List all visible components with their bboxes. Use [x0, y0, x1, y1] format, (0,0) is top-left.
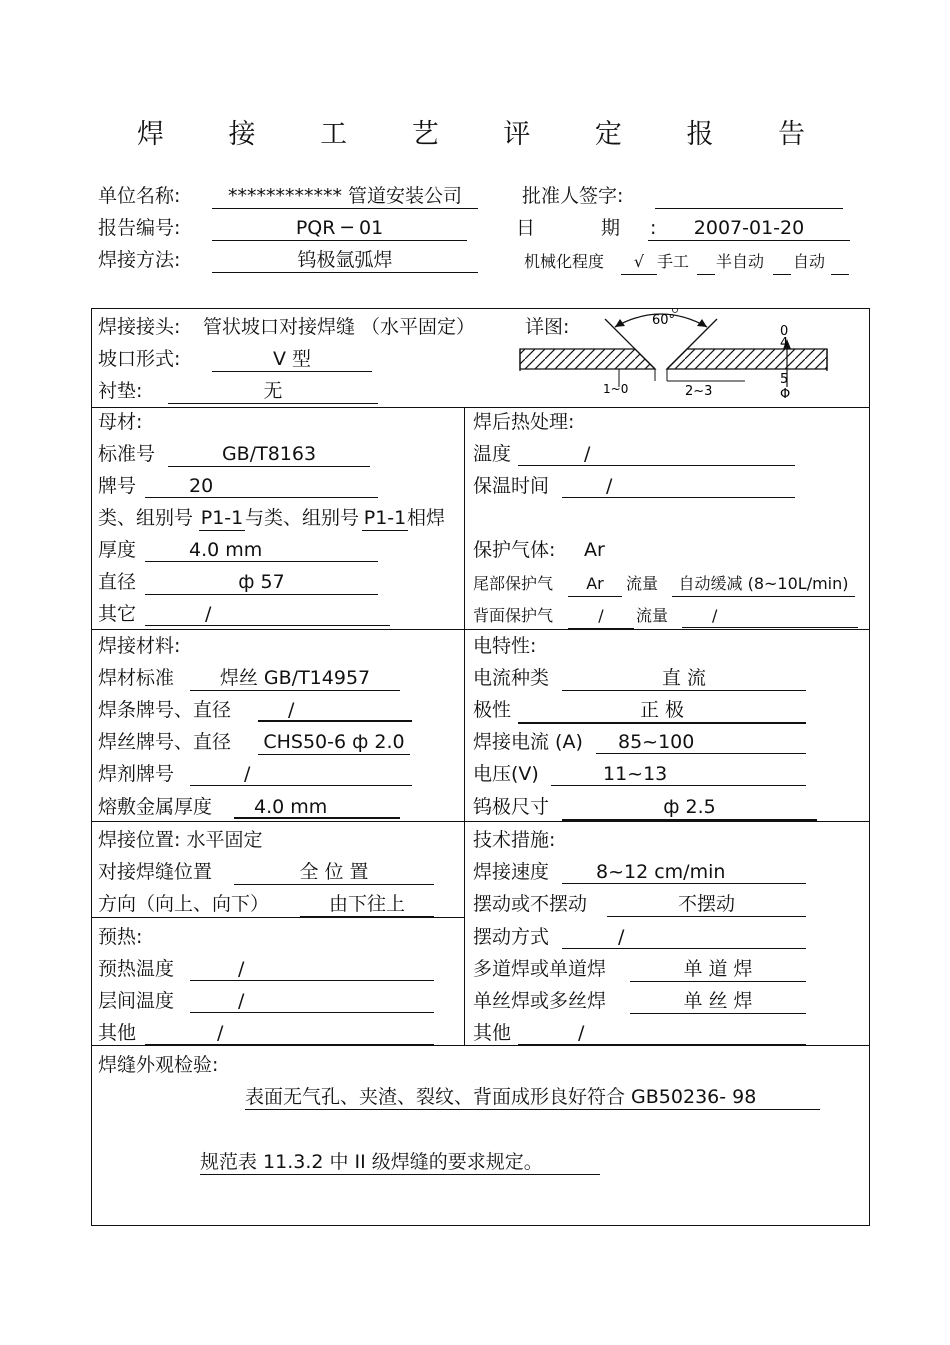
groove-label: 坡口形式: [98, 348, 181, 370]
group-field-a[interactable]: P1-1 [200, 507, 244, 529]
grade-field[interactable]: 20 [145, 474, 378, 498]
standard-label: 标准号 [98, 443, 156, 465]
electrical-heading: 电特性: [473, 635, 537, 657]
base-heading: 母材: [98, 411, 143, 433]
pass-label: 多道焊或单道焊 [473, 958, 607, 980]
date-label: 日 期: [516, 217, 687, 239]
preheat-other-label: 其他 [98, 1022, 137, 1044]
polarity-label: 极性 [473, 699, 512, 721]
trail-label: 尾部保护气 [473, 574, 554, 593]
voltage-field[interactable]: 11~13 [551, 762, 806, 786]
method-label: 焊接方法: [98, 249, 181, 271]
group-text-b: 与类、组别号 [245, 507, 360, 529]
thickness-label: 厚度 [98, 539, 137, 561]
fig-phi: Φ [780, 387, 791, 402]
mech-semi: 半自动 [716, 252, 765, 271]
back-flow-label: 流量 [636, 606, 669, 625]
direction-field[interactable]: 由下往上 [300, 892, 434, 917]
report-title: 焊 接 工 艺 评 定 报 告 [136, 119, 834, 150]
trail-flow-field[interactable]: 自动缓减 (8~10L/min) [672, 572, 855, 597]
butt-field[interactable]: 全 位 置 [234, 860, 434, 885]
mech-semi-mark[interactable] [697, 250, 715, 275]
standard-field[interactable]: GB/T8163 [168, 442, 370, 467]
mech-auto-mark[interactable] [773, 250, 791, 275]
date-field[interactable]: 2007-01-20 [648, 216, 850, 241]
divider [91, 917, 464, 918]
preheat-temp-label: 预热温度 [98, 958, 175, 980]
fig-gap: 2~3 [685, 384, 713, 399]
weave-field[interactable]: 不摆动 [607, 892, 806, 917]
preheat-other-field[interactable]: / [145, 1021, 434, 1045]
deposit-field[interactable]: 4.0 mm [234, 795, 400, 819]
technique-other-label: 其他 [473, 1022, 512, 1044]
diameter-label: 直径 [98, 571, 137, 593]
preheat-heading: 预热: [98, 926, 143, 948]
detail-label: 详图: [525, 316, 570, 338]
weave-method-label: 摆动方式 [473, 926, 550, 948]
group-field-b[interactable]: P1-1 [363, 507, 407, 529]
speed-field[interactable]: 8~12 cm/min [562, 860, 806, 884]
interpass-field[interactable]: / [190, 989, 434, 1013]
fig-thick-mid: 4 [780, 336, 789, 351]
divider [91, 821, 870, 822]
approver-label: 批准人签字: [522, 185, 624, 207]
pwht-temp-label: 温度 [473, 443, 512, 465]
weave-method-field[interactable]: / [562, 925, 806, 949]
position-heading: 焊接位置: 水平固定 [98, 829, 263, 851]
filler-heading: 焊接材料: [98, 635, 181, 657]
trail-field[interactable]: Ar [568, 572, 622, 597]
joint-value: 管状坡口对接焊缝 （水平固定） [203, 316, 476, 338]
group-text-c: 相焊 [407, 507, 446, 529]
filler-std-field[interactable]: 焊丝 GB/T14957 [190, 666, 400, 691]
method-field[interactable]: 钨极氩弧焊 [212, 248, 478, 273]
flux-label: 焊剂牌号 [98, 763, 175, 785]
butt-label: 对接焊缝位置 [98, 861, 213, 883]
pwht-heading: 焊后热处理: [473, 411, 575, 433]
preheat-temp-field[interactable]: / [190, 957, 434, 981]
rod-field[interactable]: / [258, 698, 412, 722]
current-field[interactable]: 85~100 [596, 730, 806, 754]
fig-thick-top: 0 [780, 324, 789, 339]
multiwire-label: 单丝焊或多丝焊 [473, 990, 607, 1012]
flux-field[interactable]: / [190, 762, 412, 786]
wire-field[interactable]: CHS50-6 ф 2.0 [258, 730, 410, 755]
unit-label: 单位名称: [98, 185, 181, 207]
fig-root: 1~0 [603, 382, 629, 396]
hold-field[interactable]: / [562, 474, 795, 498]
diameter-field[interactable]: ф 57 [145, 570, 378, 595]
divider [91, 1045, 870, 1046]
thickness-field[interactable]: 4.0 mm [145, 538, 378, 562]
backing-field[interactable]: 无 [168, 379, 378, 404]
gas-value: Ar [584, 539, 605, 561]
column-divider [464, 407, 465, 1045]
fig-angle: 60° [652, 313, 676, 328]
pass-field[interactable]: 单 道 焊 [630, 957, 806, 982]
inspection-line2: 规范表 11.3.2 中 II 级焊缝的要求规定。 [200, 1150, 600, 1175]
weave-label: 摆动或不摆动 [473, 893, 588, 915]
mech-auto: 自动 [793, 252, 826, 271]
divider [91, 407, 870, 408]
backing-label: 衬垫: [98, 380, 143, 402]
trail-flow-label: 流量 [626, 574, 659, 593]
filler-std-label: 焊材标准 [98, 667, 175, 689]
mech-label: 机械化程度 [524, 252, 605, 271]
unit-field[interactable]: ************ 管道安装公司 [212, 184, 478, 209]
rod-label: 焊条牌号、直径 [98, 699, 232, 721]
fig-thick-low: 5 [780, 372, 789, 387]
back-flow-field[interactable]: / [682, 604, 858, 628]
pwht-temp-field[interactable]: / [518, 442, 795, 466]
inspection-line1: 表面无气孔、夹渣、裂纹、背面成形良好符合 GB50236- 98 [245, 1085, 820, 1110]
polarity-field[interactable]: 正 极 [518, 698, 806, 724]
mech-manual-mark[interactable]: √ [621, 250, 657, 275]
technique-other-field[interactable]: / [518, 1021, 806, 1045]
divider [91, 629, 870, 630]
mech-manual: 手工 [657, 252, 690, 271]
back-label: 背面保护气 [473, 606, 554, 625]
base-other-field[interactable]: / [145, 602, 390, 626]
group-text-a: 类、组别号 [98, 507, 194, 529]
electrode-field[interactable]: ф 2.5 [562, 795, 817, 821]
report-no-field[interactable]: PQR ─ 01 [212, 216, 467, 241]
wire-label: 焊丝牌号、直径 [98, 731, 232, 753]
current-type-label: 电流种类 [473, 667, 550, 689]
groove-field[interactable]: V 型 [212, 347, 372, 372]
mech-auto-end [831, 250, 849, 275]
speed-label: 焊接速度 [473, 861, 550, 883]
direction-label: 方向（向上、向下） [98, 893, 270, 915]
hold-label: 保温时间 [473, 475, 550, 497]
approver-field[interactable] [655, 184, 843, 209]
back-field[interactable]: / [568, 604, 634, 629]
technique-heading: 技术措施: [473, 829, 556, 851]
report-no-label: 报告编号: [98, 217, 181, 239]
joint-label: 焊接接头: [98, 316, 181, 338]
current-label: 焊接电流 (A) [473, 731, 583, 753]
electrode-label: 钨极尺寸 [473, 796, 550, 818]
inspection-heading: 焊缝外观检验: [98, 1054, 219, 1076]
groove-detail-figure [515, 309, 835, 404]
multiwire-field[interactable]: 单 丝 焊 [630, 989, 806, 1014]
deposit-label: 熔敷金属厚度 [98, 796, 213, 818]
interpass-label: 层间温度 [98, 990, 175, 1012]
current-type-field[interactable]: 直 流 [562, 666, 806, 691]
gas-label: 保护气体: [473, 539, 556, 561]
voltage-label: 电压(V) [473, 763, 539, 785]
grade-label: 牌号 [98, 475, 137, 497]
base-other-label: 其它 [98, 603, 137, 625]
